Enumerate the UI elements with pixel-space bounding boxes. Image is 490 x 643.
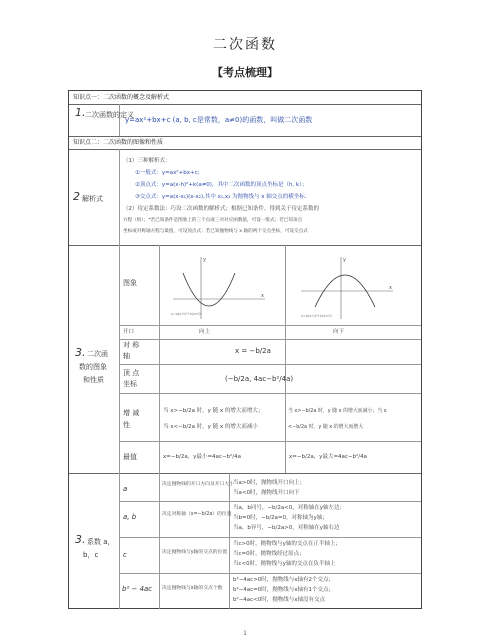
- k3-image-label: 图象: [123, 279, 137, 287]
- k4-row-c-line-3: 当c<0时，抛物线与y轴的交点在负半轴上: [233, 561, 336, 567]
- k4-row-disc-coef: b² − 4ac: [122, 585, 153, 593]
- k2-line-1: （1）三种解析式：: [123, 158, 171, 164]
- k2-line-2: ①一般式：y=ax²+bx+c;: [135, 170, 200, 176]
- document-title: 二次函数: [213, 37, 277, 53]
- k4-row-disc-line-3: b²−4ac<0时，抛物线与x轴没有交点: [233, 597, 326, 603]
- k2-line-6: 方程（组）；*若已知条件是图象上的三个点或三对对应函数值，可设一般式；若已知顶点: [123, 218, 303, 223]
- k3-opening-label: 开口: [123, 329, 135, 335]
- svg-text:y=a(x-h)²+k(a>0): y=a(x-h)²+k(a>0): [171, 312, 202, 316]
- k3-mono-label-1: 增 减: [123, 409, 140, 417]
- k3-label-text-1: 二次函: [87, 350, 108, 358]
- k3-axis-label-1: 对 称: [123, 341, 140, 349]
- k3-vertex-label-1: 顶 点: [123, 369, 140, 377]
- k3-axis-formula: x = −b/2a: [235, 347, 271, 355]
- k4-row-disc-line-2: b²−4ac=0时，抛物线与x轴有1个交点；: [233, 587, 335, 593]
- k3-mono-up-1: 当 x>−b/2a 时，y 随 x 的增大而增大；: [163, 408, 264, 414]
- k4-label-num: 3.: [75, 533, 86, 546]
- k4-row-a-line-1: 当a>0时，抛物线开口向上；: [233, 480, 305, 486]
- k4-row-a-desc: 决定抛物线的开口方向及开口大小: [162, 482, 234, 487]
- k2-header: 知识点二：二次函数的图像和性质: [73, 139, 164, 146]
- k1-label-num: 1.: [75, 106, 86, 119]
- k3-axis-label-2: 轴: [123, 352, 130, 360]
- svg-text:y: y: [203, 257, 206, 263]
- k4-row-disc-desc: 决定抛物线与x轴的交点个数: [162, 586, 223, 591]
- k4-row-c-desc: 决定抛物线与y轴的交点的位置: [162, 550, 228, 555]
- k4-row-ab-line-3: 当a，b异号，−b/2a>0，对称轴在y轴右边: [233, 525, 340, 531]
- parabola-up-graph: [169, 251, 269, 323]
- document-subtitle: 【考点梳理】: [212, 66, 278, 79]
- k4-row-a-line-2: 当a<0时，抛物线开口向下: [233, 490, 300, 496]
- k1-header: 知识点一：二次函数的概念及解析式: [73, 94, 170, 101]
- k2-line-5: （2）待定系数法：巧设二次函数的解析式；根据已知条件，得到关于待定系数的: [123, 206, 320, 212]
- k3-mono-up-2: 当 x<−b/2a 时，y 随 x 的增大而减小: [163, 424, 258, 430]
- k3-opening-down: 向下: [333, 329, 345, 335]
- parabola-down-graph: [297, 251, 397, 323]
- k3-extreme-label: 最值: [123, 453, 137, 461]
- svg-text:x: x: [261, 293, 264, 299]
- k3-label-text-2: 数的图象: [79, 363, 107, 371]
- k3-mono-down-2: <−b/2a 时，y 随 x 的增大而增大: [288, 424, 364, 430]
- svg-text:y=a(x-h)²+k(a<0): y=a(x-h)²+k(a<0): [301, 314, 332, 318]
- k4-row-ab-line-1: 当a，b同号，−b/2a<0，对称轴在y轴左边；: [233, 505, 346, 511]
- k1-label-text: 二次函数的定义: [85, 111, 134, 119]
- k1-content: y=ax²+bx+c (a, b, c是常数，a≠0)的函数，叫做二次函数: [125, 116, 313, 124]
- k4-row-ab-desc: 决定对称轴（x=−b/2a）的位置: [162, 512, 232, 517]
- k3-vertex-formula: (−b/2a, 4ac−b²/4a): [225, 375, 294, 383]
- k4-row-ab-line-2: 当b=0时，−b/2a=0，对称轴为y轴；: [233, 515, 328, 521]
- k4-label-text-1: 系数 a，: [87, 538, 115, 546]
- summary-table: [68, 90, 422, 609]
- k2-line-3: ②顶点式：y=a(x-h)²+k(a≠0)，其中二次函数的顶点坐标是（h, k）；: [135, 182, 308, 188]
- k4-row-ab-coef: a, b: [123, 513, 137, 521]
- k3-mono-down-1: 当 x>−b/2a 时，y 随 x 的增大而减小；当 x: [288, 408, 387, 414]
- svg-text:y: y: [343, 257, 346, 263]
- k4-row-c-line-1: 当c>0时，抛物线与y轴的交点在正半轴上；: [233, 541, 341, 547]
- k2-label-text: 解析式: [82, 195, 103, 203]
- k3-extreme-up: x=−b/2a，y最小=4ac−b²/4a: [163, 454, 241, 460]
- k3-mono-label-2: 性: [123, 421, 130, 429]
- k3-vertex-label-2: 坐标: [123, 380, 137, 388]
- k3-opening-up: 向上: [199, 329, 211, 335]
- k4-label-text-2: b，c: [83, 551, 99, 559]
- k4-row-disc-line-1: b²−4ac>0时，抛物线与x轴有2个交点；: [233, 577, 335, 583]
- k4-row-c-line-2: 当c=0时，抛物线经过原点；: [233, 551, 305, 557]
- k4-row-a-coef: a: [123, 485, 128, 493]
- k3-label-text-3: 和性质: [83, 376, 104, 384]
- k4-row-c-coef: c: [123, 551, 127, 559]
- k2-line-4: ③交点式：y=a(x-x₁)(x-x₂),其中 x₁,x₂ 为抛物线与 x 轴交点的横坐标.: [135, 194, 307, 200]
- k2-label-num: 2: [73, 190, 80, 203]
- k3-label-num: 3.: [75, 346, 86, 359]
- svg-text:x: x: [389, 285, 392, 291]
- page-number: 1: [243, 630, 247, 637]
- k3-extreme-down: x=−b/2a，y最大=4ac−b²/4a: [289, 454, 367, 460]
- k2-line-7: 坐标或对称轴方程与最值，可设顶点式；若已知抛物线与 x 轴的两个交点坐标，可设交点式: [123, 229, 308, 234]
